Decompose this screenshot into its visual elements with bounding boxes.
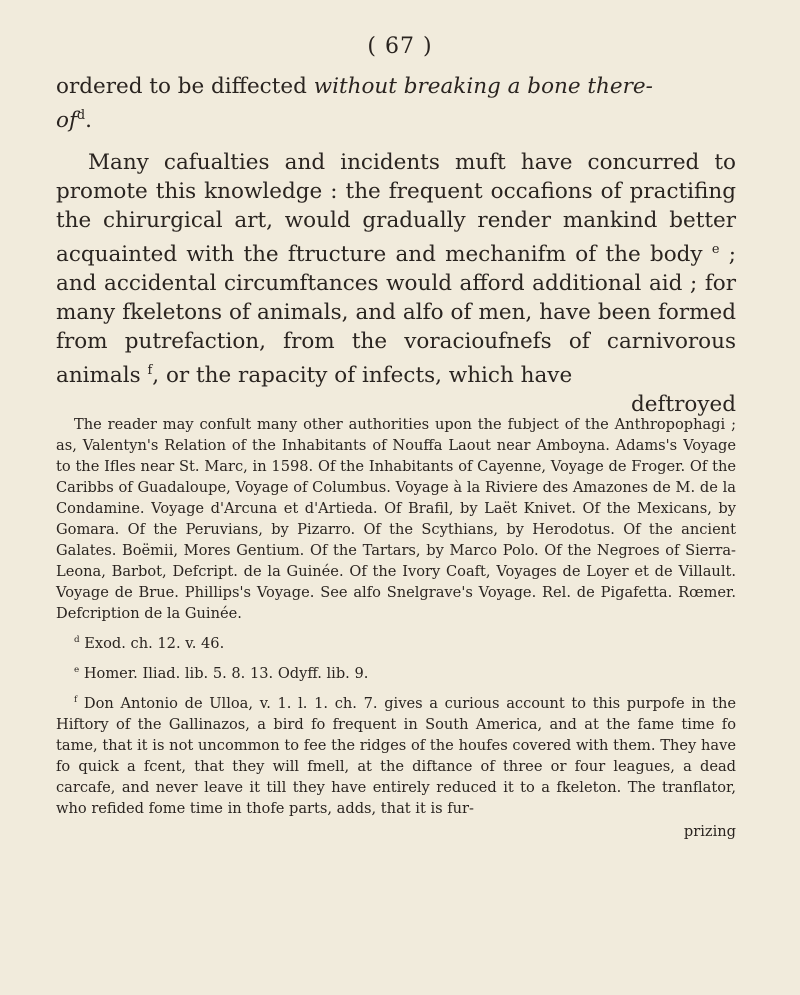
footnote-mark-e: e	[74, 664, 80, 675]
footnote-catchword: prizing	[683, 822, 736, 840]
lead-italic-text: without breaking a bone there-	[313, 74, 653, 99]
lead-italic-end: of	[56, 108, 77, 134]
footnote-e-text: Homer. Iliad. lib. 5. 8. 13. Odyff. lib. 9.	[79, 664, 369, 682]
paragraph-text-3: , or the rapacity of infects, which have	[152, 363, 573, 389]
footnote-ref-f: f	[147, 363, 153, 379]
lead-period: .	[85, 108, 93, 134]
footnote-d	[56, 630, 736, 654]
catchword: deftroyed	[631, 392, 736, 418]
footnote-d-text: Exod. ch. 12. v. 46.	[79, 634, 225, 652]
footnote-intro: The reader may confult many other authorities upon the fubject of the Anthropophagi ; as, Valentyn's Relation of the Inhabitants of Nouffa Laout near Amboyna. Adams's Voyage to the Ifles near St. Marc, in 1598. Of the Inhabitants of Cayenne, Voyage de Froger. Of the Caribbs of Guadaloupe, Voyage of Columbus. Voyage à la Riviere des Amazones de M. de la Condamine. Voyage d'Arcuna et d'Artieda. Of Brafil, by Laët Knivet. Of the Mexicans, by Gomara. Of the Peruvians, by Pizarro. Of the Scythians, by Herodotus. Of the ancient Galates. Boëmii, Mores Gentium. Of the Tartars, by Marco Polo. Of the Negroes of Sierra-Leona, Barbot, Defcript. de la Guinée. Of the Ivory Coaft, Voyages de Loyer et de Villault. Voyage de Brue. Phillips's Voyage. See alfo Snelgrave's Voyage. Rel. de Pigafetta. Rœmer. Defcription de la Guinée.	[56, 416, 736, 622]
footnote-f	[56, 690, 736, 819]
footnote-f-text: Don Antonio de Ulloa, v. 1. l. 1. ch. 7. gives a curious account to this purpofe in the Hiftory of the Gallinazos, a bird fo frequent in South America, and at the fame time fo tame, that it is not uncommon to fee the ridges of the houfes covered with them. They have fo quick a fcent, that they will fmell, at the diftance of three or four leagues, a dead carcafe, and never leave it till they have entirely reduced it to a fkeleton. The tranflator, who refided fome time in thofe parts, adds, that it is fur-	[56, 694, 736, 817]
paragraph-text-2: ; and accidental circumftances would afford additional aid ; for many fkeletons of animals, and alfo of men, have been formed from putrefaction, from the voracioufnefs of carnivorous animals	[56, 242, 736, 389]
footnote-mark-d: d	[74, 635, 80, 645]
footnote-mark-f: f	[74, 694, 78, 705]
footnotes	[56, 414, 736, 848]
page-number: ( 67 )	[367, 34, 433, 59]
paragraph-text-1: Many cafualties and incidents muft have concurred to promote this knowledge : the frequent occafions of practifing the chirurgical art, would gradually render mankind better acquainted with the ftructure and mechanifm of the body	[56, 150, 736, 268]
footnote-ref-d: d	[76, 108, 86, 123]
lead-text: ordered to be diffected	[56, 74, 314, 99]
footnote-e	[56, 660, 736, 684]
footnote-ref-e: e	[711, 242, 720, 257]
continuation-text	[56, 72, 736, 135]
main-paragraph	[56, 148, 736, 419]
